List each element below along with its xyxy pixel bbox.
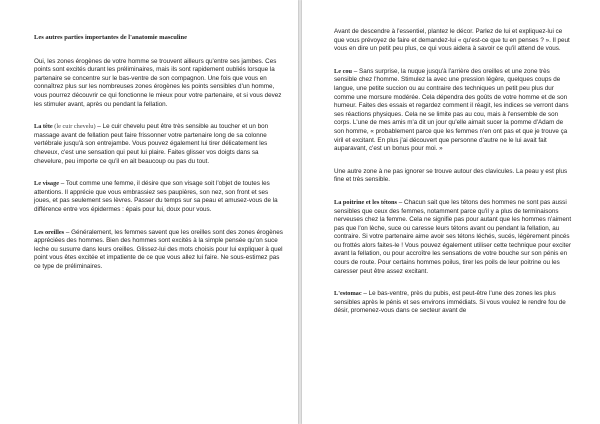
paragraph-neck (334, 68, 574, 154)
paragraph-lead: L'estomac (334, 290, 362, 298)
paragraph-stomach (334, 290, 574, 316)
paragraph-text: – Le bas-ventre, près du pubis, est peut-être l'une des zones les plus sensibles après le pénis et ses environs immédiats. Si vous voulez le rendre fou de désir, promenez-vous dans ce secteur avant de (334, 290, 566, 315)
paragraph-collarbone (334, 168, 574, 185)
paragraph-lead: La tête (34, 123, 53, 131)
paragraph-ears (34, 229, 286, 272)
paragraph-text: – Le cuir chevelu peut être très sensible au toucher et un bon massage avant de fellation peut faire frissonner votre partenaire long de sa colonne vertébrale jusqu'à son entrejambe. Vous pouvez également lui tirer délicatement les cheveux, c'est une sensation qui peut lui plaire. Faites glisser vos doigts dans sa chevelure, peu importe ce qu'il en ait beaucoup ou pas du tout. (34, 123, 269, 165)
paragraph-chest (334, 199, 574, 276)
paragraph-text: Une autre zone à ne pas ignorer se trouve autour des clavicules. La peau y est plus fine et très sensible. (334, 167, 568, 184)
left-page (0, 0, 298, 424)
paragraph-lead: Le cou (334, 67, 353, 75)
paragraph-text: – Généralement, les femmes savent que les oreilles sont des zones érogènes appréciées des hommes. Bien des hommes sont excités à la simple pensée qu'on suce leche ou susurre dans leurs oreilles. Glissez-lui des mots choisis pour lui expliquer à quel point vous êtes excitée et impatiente de ce que vous allez lui faire. Ne sous-estimez pas ce type de préliminaires. (34, 228, 283, 270)
paragraph-head (34, 123, 286, 166)
continuation-paragraph: Avant de descendre à l'essentiel, plantez le décor. Parlez de lui et expliquez-lui ce que vous prévoyez de faire et demandez-lui « qu'est-ce que tu en penses ? ». Il peut vous en dire un petit peu plus, ce qui vous aidera à savoir ce qu'il attend de vous. (334, 28, 570, 53)
paragraph-text: – Sans surprise, la nuque jusqu'à l'arrière des oreilles et une zone très sensible chez l'homme. Stimulez la avec une pression légère, quelques coups de langue, une petite succion ou au contraire des techniques un petit peu plus dur comme une morsure modérée. Cela dépendra des goûts de votre homme et de son humeur. Faites des essais et regardez comment il réagit, les indices se verront dans ses réactions physiques. Cela ne se limite pas au cou, mais à l'ensemble de son corps. L'une de mes amis m'a dit un jour qu'elle aimait sucer la pomme d'Adam de son homme, « probablement parce que les femmes n'en ont pas et que je trouve ça viril et excitant. En plus j'ai découvert que personne d'autre ne le lui avait fait auparavant, c'est un bonus pour moi. » (334, 67, 569, 153)
paragraph-face (34, 180, 286, 214)
paragraph-lead: Les oreilles (34, 228, 65, 236)
paragraph-text: – Chacun sait que les tétons des hommes ne sont pas aussi sensibles que ceux des femmes, notamment parce qu'il y a plus de terminaisons nerveuses chez la femme. Cela ne signifie pas pour autant que les hommes n'aiment pas que l'on lèche, suce ou caresse leurs tétons avant ou pendant la fellation, au contraire. Si votre partenaire aime avoir ses tétons léchés, sucés, légèrement pincés ou frottés alors faites-le ! Vous pouvez également utiliser cette technique pour exciter avant la fellation, ou pour accroître les sensations de votre bouche sur son pénis en cours de route. Pour certains hommes poilus, tirer les poils de leur poitrine ou les caresser peut être assez excitant. (334, 198, 572, 275)
paragraph-sublead: (le cuir chevelu) (52, 123, 96, 131)
paragraph-text: – Tout comme une femme, il désire que son visage soit l'objet de toutes les attentions. Il apprécie que vous embrassiez ses paupières, son nez, son front et ses joues, et pas seulement ses lèvres. Passer du temps sur sa peau et amusez-vous de la différence entre vos épidermes : épais pour lui, doux pour vous. (34, 180, 278, 213)
right-page (302, 0, 600, 424)
paragraph-lead: Le visage (34, 180, 60, 188)
section-title: Les autres parties importantes de l'anatomie masculine (34, 34, 187, 41)
intro-paragraph: Oui, les zones érogènes de votre homme se trouvent ailleurs qu'entre ses jambes. Ces points sont excités durant les préliminaires, mais ils sont rapidement oubliés lorsque la partenaire se concentre sur le bas-ventre de son compagnon. Une fois que vous en connaîtrez plus sur les nombreuses zones érogènes les points sensibles d'un homme, vous pourrez découvrir ce qui fonctionne le mieux pour votre partenaire, et si vous devez les stimuler avant, après ou pendant la fellation. (34, 57, 282, 108)
paragraph-lead: La poitrine et les tétons (334, 198, 397, 206)
